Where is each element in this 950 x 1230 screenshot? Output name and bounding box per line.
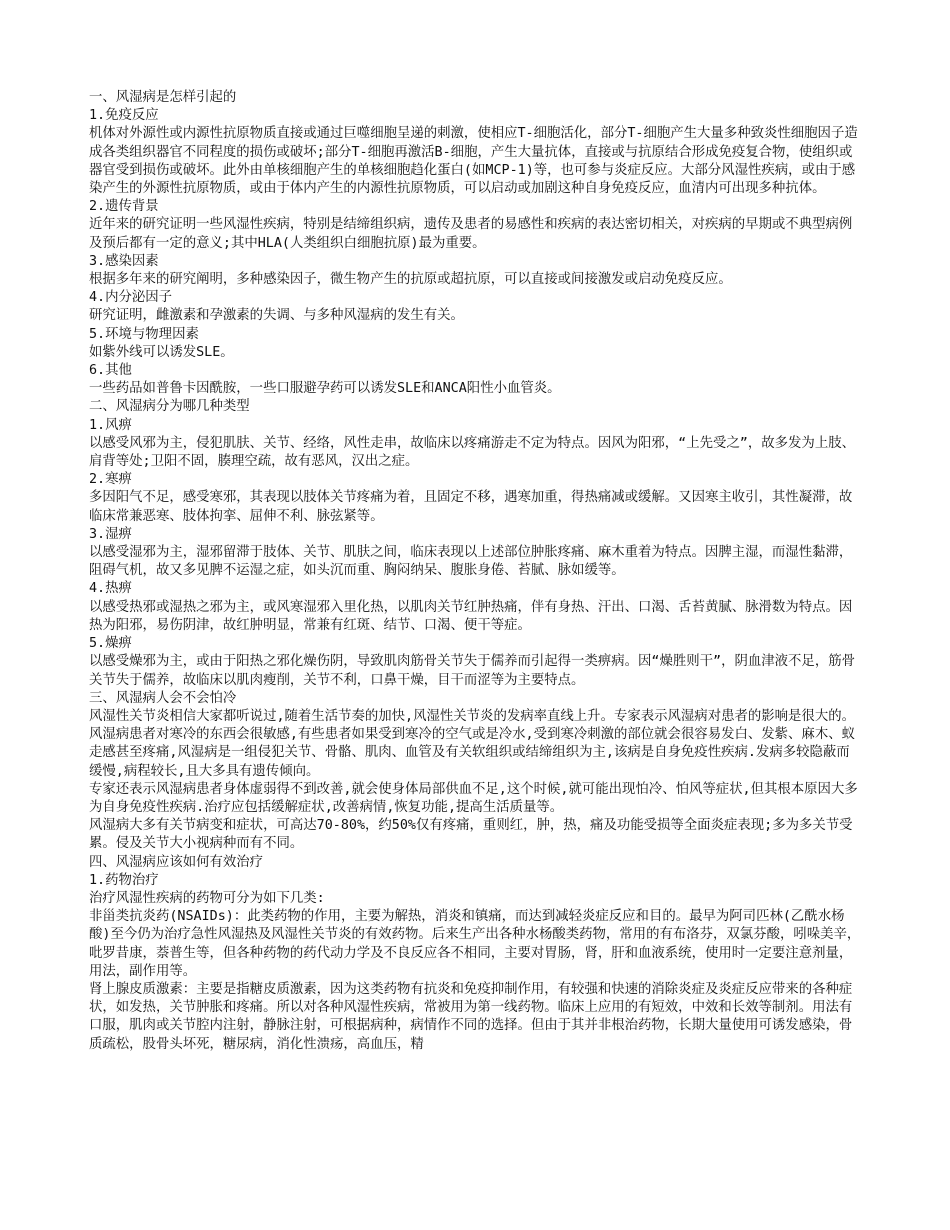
paragraph: 一些药品如普鲁卡因酰胺，一些口服避孕药可以诱发SLE和ANCA阳性小血管炎。 xyxy=(89,381,561,397)
subheading: 3.感染因素 xyxy=(89,253,159,269)
paragraph: 风湿性关节炎相信大家都听说过,随着生活节奏的加快,风湿性关节炎的发病率直线上升。专家表示风湿病对患者的影响是很大的。 xyxy=(89,708,855,724)
subheading: 2.遗传背景 xyxy=(89,199,159,215)
paragraph: 风湿病患者对寒冷的东西会很敏感,有些患者如果受到寒冷的空气或是冷水,受到寒冷刺激的部位就会很容易发白、发紫、麻木、蚁走感甚至疼痛,风湿病是一组侵犯关节、骨骼、肌肉、血管及有关软组织或结缔组织为主,该病是自身免疫性疾病.发病多较隐蔽而缓慢,病程较长,且大多具有遗传倾向。 xyxy=(89,727,855,779)
subheading: 5.燥痹 xyxy=(89,636,132,652)
paragraph: 多因阳气不足，感受寒邪，其表现以肢体关节疼痛为着，且固定不移，遇寒加重，得热痛减或缓解。又因寒主收引，其性凝滞，故临床常兼恶寒、肢体拘挛、屈伸不利、脉弦紧等。 xyxy=(89,490,853,524)
paragraph: 如紫外线可以诱发SLE。 xyxy=(89,344,234,360)
subheading: 1.免疫反应 xyxy=(89,108,159,124)
section-heading: 三、风湿病人会不会怕冷 xyxy=(89,690,237,706)
subheading: 5.环境与物理因素 xyxy=(89,326,199,342)
paragraph: 根据多年来的研究阐明，多种感染因子，微生物产生的抗原或超抗原，可以直接或间接激发或启动免疫反应。 xyxy=(89,272,732,288)
paragraph: 风湿病大多有关节病变和症状，可高达70-80%，约50%仅有疼痛，重则红，肿，热，痛及功能受损等全面炎症表现;多为多关节受累。侵及关节大小视病种而有不同。 xyxy=(89,818,853,852)
subheading: 1.药物治疗 xyxy=(89,872,159,888)
paragraph: 专家还表示风湿病患者身体虚弱得不到改善,就会使身体局部供血不足,这个时候,就可能出现怕冷、怕风等症状,但其根本原因大多为自身免疫性疾病.治疗应包括缓解症状,改善病情,恢复功能,提高生活质量等。 xyxy=(89,781,858,815)
paragraph: 治疗风湿性疾病的药物可分为如下几类: xyxy=(89,890,325,906)
section-heading: 一、风湿病是怎样引起的 xyxy=(89,90,237,105)
paragraph: 以感受热邪或湿热之邪为主，或风寒湿邪入里化热，以肌肉关节红肿热痛，伴有身热、汗出、口渴、舌苔黄腻、脉滑数为特点。因热为阳邪，易伤阴津，故红肿明显，常兼有红斑、结节、口渴、便干等症。 xyxy=(89,599,853,633)
section-heading: 二、风湿病分为哪几种类型 xyxy=(89,399,250,415)
paragraph: 以感受湿邪为主，湿邪留滞于肢体、关节、肌肤之间，临床表现以上述部位肿胀疼痛、麻木重着为特点。因脾主湿，而湿性黏滞，阻碍气机，故又多见脾不运湿之症，如头沉而重、胸闷纳呆、腹胀身倦、苔腻、脉如缓等。 xyxy=(89,545,853,579)
paragraph: 以感受燥邪为主，或由于阳热之邪化燥伤阴，导致肌肉筋骨关节失于儒养而引起得一类痹病。因“燥胜则干”，阴血津液不足，筋骨关节失于儒养，故临床以肌肉瘦削，关节不利，口鼻干燥，目干而涩等为主要特点。 xyxy=(89,654,855,688)
subheading: 6.其他 xyxy=(89,363,132,379)
paragraph: 肾上腺皮质激素：主要是指糖皮质激素，因为这类药物有抗炎和免疫抑制作用，有较强和快速的消除炎症及炎症反应带来的各种症状，如发热，关节肿胀和疼痛。所以对各种风湿性疾病，常被用为第一线药物。临床上应用的有短效，中效和长效等制剂。用法有口服，肌肉或关节腔内注射，静脉注射，可根据病种，病情作不同的选择。但由于其并非根治药物，长期大量使用可诱发感染，骨质疏松，股骨头坏死，糖尿病，消化性溃疡，高血压，精 xyxy=(89,981,853,1052)
document-body xyxy=(89,89,863,1054)
paragraph: 非甾类抗炎药(NSAIDs)：此类药物的作用，主要为解热，消炎和镇痛，而达到减轻炎症反应和目的。最早为阿司匹林(乙酰水杨酸)至今仍为治疗急性风湿热及风湿性关节炎的有效药物。后来生产出各种水杨酸类药物，常用的有布洛芬，双氯芬酸，吲哚美辛，吡罗昔康，萘普生等，但各种药物的药代动力学及不良反应各不相同，主要对胃肠，肾，肝和血液系统，使用时一定要注意剂量，用法，副作用等。 xyxy=(89,909,861,979)
paragraph: 近年来的研究证明一些风湿性疾病，特别是结缔组织病，遗传及患者的易感性和疾病的表达密切相关，对疾病的早期或不典型病例及预后都有一定的意义;其中HLA(人类组织白细胞抗原)最为重要。 xyxy=(89,217,853,251)
subheading: 2.寒痹 xyxy=(89,472,132,488)
subheading: 4.内分泌因子 xyxy=(89,290,173,306)
subheading: 1.风痹 xyxy=(89,417,132,433)
paragraph: 以感受风邪为主，侵犯肌肤、关节、经络，风性走串，故临床以疼痛游走不定为特点。因风为阳邪，“上先受之”，故多发为上肢、肩背等处;卫阳不固，腠理空疏，故有恶风，汉出之症。 xyxy=(89,435,855,470)
paragraph: 机体对外源性或内源性抗原物质直接或通过巨噬细胞呈递的刺激，使相应T-细胞活化，部分T-细胞产生大量多种致炎性细胞因子造成各类组织器官不同程度的损伤或破坏;部分T-细胞再激活B-细胞，产生大量抗体，直接或与抗原结合形成免疫复合物，使组织或器官受到损伤或破坏。此外由单核细胞产生的单核细胞趋化蛋白(如MCP-1)等，也可参与炎症反应。大部分风湿性疾病，或由于感染产生的外源性抗原物质，或由于体内产生的内源性抗原物质，可以启动或加剧这种自身免疫反应，血清内可出现多种抗体。 xyxy=(89,126,858,197)
section-heading: 四、风湿病应该如何有效治疗 xyxy=(89,854,264,870)
subheading: 4.热痹 xyxy=(89,581,132,597)
paragraph: 研究证明，雌激素和孕激素的失调、与多种风湿病的发生有关。 xyxy=(89,308,464,324)
subheading: 3.湿痹 xyxy=(89,526,132,542)
